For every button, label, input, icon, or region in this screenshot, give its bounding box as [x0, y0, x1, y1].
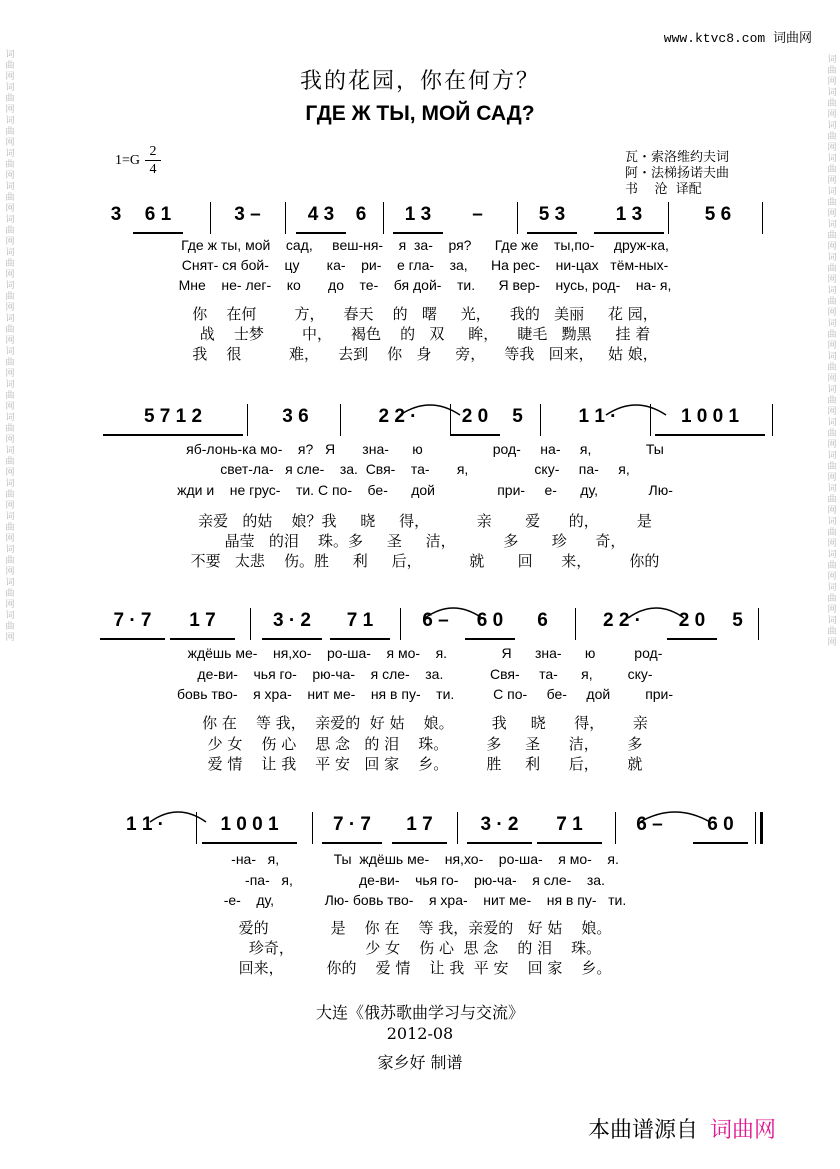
barline	[517, 202, 518, 234]
note-group: 6 1	[144, 204, 172, 225]
eighth-note-underline	[465, 638, 515, 640]
note-group: 2 2 ·	[378, 406, 417, 427]
note-group: 3	[110, 204, 122, 225]
note-group: 2 2 ·	[602, 610, 642, 631]
lyric-line-russian: яб-лонь-ка мо- я? Я зна- ю род- на- я, Ты	[186, 441, 664, 457]
credit-lyricist: 瓦・索洛维约夫词	[625, 150, 730, 165]
song-title-chinese: 我的花园，你在何方？	[299, 69, 540, 94]
eighth-note-underline	[450, 434, 500, 436]
lyric-line-russian: ждёшь ме- ня,хо- ро-ша- я мо- я. Я зна- ю род-	[187, 645, 663, 661]
eighth-note-underline	[322, 842, 382, 844]
note-group: 6 0	[476, 610, 504, 631]
watermark-right: 词 曲 网 词 曲 网 词 曲 网 词 曲 网 词 曲 网 词 曲 网 词 曲 网 词 曲 网 词 曲 网 词 曲 网 词 曲 网 词 曲 网 词 曲 网 词 曲 网 词 曲 网 词 曲 网 词 曲 网 词 曲 网	[827, 55, 837, 648]
eighth-note-underline	[262, 638, 322, 640]
eighth-note-underline	[467, 842, 532, 844]
eighth-note-underline	[103, 434, 243, 436]
lyric-line-chinese: 我 很 难， 去到 你 身 旁， 等我 回来， 姑 娘，	[192, 345, 658, 363]
lyric-line-russian: жди и не грус- ти. С по- бе- дой при- е- ду, Лю-	[177, 482, 673, 498]
eighth-note-underline	[100, 638, 165, 640]
lyric-line-chinese: 珍奇， 少 女 伤 心 思 念 的 泪 珠。	[248, 939, 602, 957]
lyric-line-chinese: 爱的 是 你 在 等 我，亲爱的 好 姑 娘。	[238, 919, 612, 937]
note-group: 3 · 2	[272, 610, 312, 631]
lyric-line-chinese: 你 在 等 我， 亲爱的 好 姑 娘。 我 晓 得， 亲	[202, 714, 648, 732]
eighth-note-underline	[594, 232, 664, 234]
site-header-link[interactable]: www.ktvc8.com 词曲网	[663, 31, 812, 46]
barline	[615, 812, 616, 844]
eighth-note-underline	[133, 232, 183, 234]
note-group: 6	[355, 204, 367, 225]
note-group: –	[472, 204, 483, 225]
barline	[400, 608, 401, 640]
note-group: 3 · 2	[480, 814, 519, 835]
note-group: 1 1 ·	[125, 814, 165, 835]
source-label: 本曲谱源自	[588, 1118, 699, 1143]
barline	[772, 404, 773, 436]
note-group: 6 –	[422, 610, 449, 631]
barline	[250, 608, 251, 640]
note-group: 2 0	[461, 406, 489, 427]
eighth-note-underline	[392, 842, 447, 844]
barline	[247, 404, 248, 436]
eighth-note-underline	[330, 638, 390, 640]
barline	[210, 202, 211, 234]
note-group: 7 · 7	[113, 610, 152, 631]
note-group: 7 · 7	[332, 814, 372, 835]
eighth-note-underline	[202, 842, 297, 844]
final-barline-thin	[755, 812, 756, 844]
lyric-line-chinese: 你 在何 方， 春天 的 曙 光， 我的 美丽 花 园，	[192, 305, 658, 323]
barline	[457, 812, 458, 844]
note-group: 3 6	[282, 406, 309, 427]
lyric-line-russian: Мне не- лег- ко до те- бя дой- ти. Я вер- нусь, род- на- я,	[178, 277, 672, 293]
note-group: 2 0	[678, 610, 706, 631]
note-group: 5	[512, 406, 523, 427]
lyric-line-chinese: 回来， 你的 爱 情 让 我 平 安 回 家 乡。	[238, 959, 612, 977]
final-barline	[760, 812, 763, 844]
barline	[575, 608, 576, 640]
key-signature: 1=G	[115, 153, 141, 168]
lyric-line-chinese: 不要 太悲 伤。胜 利 后， 就 回 来， 你的	[190, 552, 660, 570]
lyric-line-russian: свет-ла- я сле- за. Свя- та- я, ску- па- я,	[220, 461, 630, 477]
note-group: 5 3	[538, 204, 566, 225]
eighth-note-underline	[170, 638, 235, 640]
credit-composer: 阿・法梯扬诺夫曲	[625, 166, 730, 181]
footer-maker: 家乡好 制谱	[377, 1053, 463, 1072]
source-site-link[interactable]: 词曲网	[710, 1118, 777, 1143]
lyric-line-russian: -па- я, де-ви- чья го- рю-ча- я сле- за.	[245, 872, 605, 888]
lyric-line-chinese: 晶莹 的泪 珠。多 圣 洁， 多 珍 奇，	[224, 532, 626, 550]
time-signature-top: 2	[149, 144, 157, 159]
eighth-note-underline	[655, 434, 765, 436]
barline	[450, 404, 451, 436]
note-group: 5	[732, 610, 743, 631]
song-title-russian: ГДЕ Ж ТЫ, МОЙ САД?	[305, 102, 535, 125]
note-group: 1 1 ·	[578, 406, 617, 427]
note-group: 5 7 1 2	[143, 406, 203, 427]
time-signature-bottom: 4	[145, 160, 161, 178]
note-group: 1 3	[615, 204, 643, 225]
footer-date: 2012-08	[386, 1024, 454, 1043]
credit-translator: 书 沧 译配	[625, 182, 702, 197]
eighth-note-underline	[693, 842, 748, 844]
lyric-line-russian: де-ви- чья го- рю-ча- я сле- за. Свя- та- я, ску-	[197, 666, 653, 682]
note-group: 7 1	[346, 610, 374, 631]
note-group: 4 3	[307, 204, 335, 225]
barline	[540, 404, 541, 436]
watermark-left: 词 曲 网 词 曲 网 词 曲 网 词 曲 网 词 曲 网 词 曲 网 词 曲 网 词 曲 网 词 曲 网 词 曲 网 词 曲 网 词 曲 网 词 曲 网 词 曲 网 词 曲 网 词 曲 网 词 曲 网 词 曲 网	[5, 50, 15, 643]
note-group: 6	[537, 610, 548, 631]
note-group: 6 –	[636, 814, 663, 835]
barline	[383, 202, 384, 234]
eighth-note-underline	[537, 842, 602, 844]
time-signature	[145, 143, 161, 178]
note-group: 5 6	[704, 204, 732, 225]
note-group: 1 0 0 1	[680, 406, 740, 427]
lyric-line-chinese: 爱 情 让 我 平 安 回 家 乡。 胜 利 后， 就	[207, 755, 643, 773]
lyric-line-russian: -на- я, Ты ждёшь ме- ня,хо- ро-ша- я мо- я.	[231, 851, 619, 867]
footer-source-line: 大连《俄苏歌曲学习与交流》	[315, 1003, 524, 1022]
barline	[196, 812, 197, 844]
barline	[340, 404, 341, 436]
lyric-line-russian: Где ж ты, мой сад, веш-ня- я за- ря? Где же ты,по- друж-ка,	[181, 237, 669, 253]
source-credit	[588, 1113, 776, 1144]
note-group: 1 0 0 1	[220, 814, 279, 835]
lyric-line-russian: бовь тво- я хра- нит ме- ня в пу- ти. С по- бе- дой при-	[176, 686, 674, 702]
barline	[312, 812, 313, 844]
lyric-line-chinese: 战 士梦 中， 褐色 的 双 眸， 睫毛 黝黑 挂 着	[199, 325, 651, 343]
eighth-note-underline	[393, 232, 443, 234]
note-group: 1 3	[404, 204, 432, 225]
note-group: 6 0	[707, 814, 734, 835]
eighth-note-underline	[667, 638, 717, 640]
lyric-line-russian: -е- ду, Лю- бовь тво- я хра- нит ме- ня в пу- ти.	[223, 892, 627, 908]
note-group: 1 7	[189, 610, 216, 631]
note-group: 7 1	[556, 814, 583, 835]
barline	[285, 202, 286, 234]
lyric-line-chinese: 亲爱 的姑 娘？我 晓 得， 亲 爱 的， 是	[198, 512, 652, 530]
eighth-note-underline	[527, 232, 577, 234]
note-group: 3 –	[234, 204, 261, 225]
note-group: 1 7	[406, 814, 433, 835]
lyric-line-russian: Снят- ся бой- цу ка- ри- е гла- за, На рес- ни-цах тём-ных-	[181, 257, 669, 273]
barline	[758, 608, 759, 640]
barline	[668, 202, 669, 234]
barline	[650, 404, 651, 436]
barline	[762, 202, 763, 234]
eighth-note-underline	[296, 232, 346, 234]
lyric-line-chinese: 少 女 伤 心 思 念 的 泪 珠。 多 圣 洁， 多	[207, 735, 643, 753]
